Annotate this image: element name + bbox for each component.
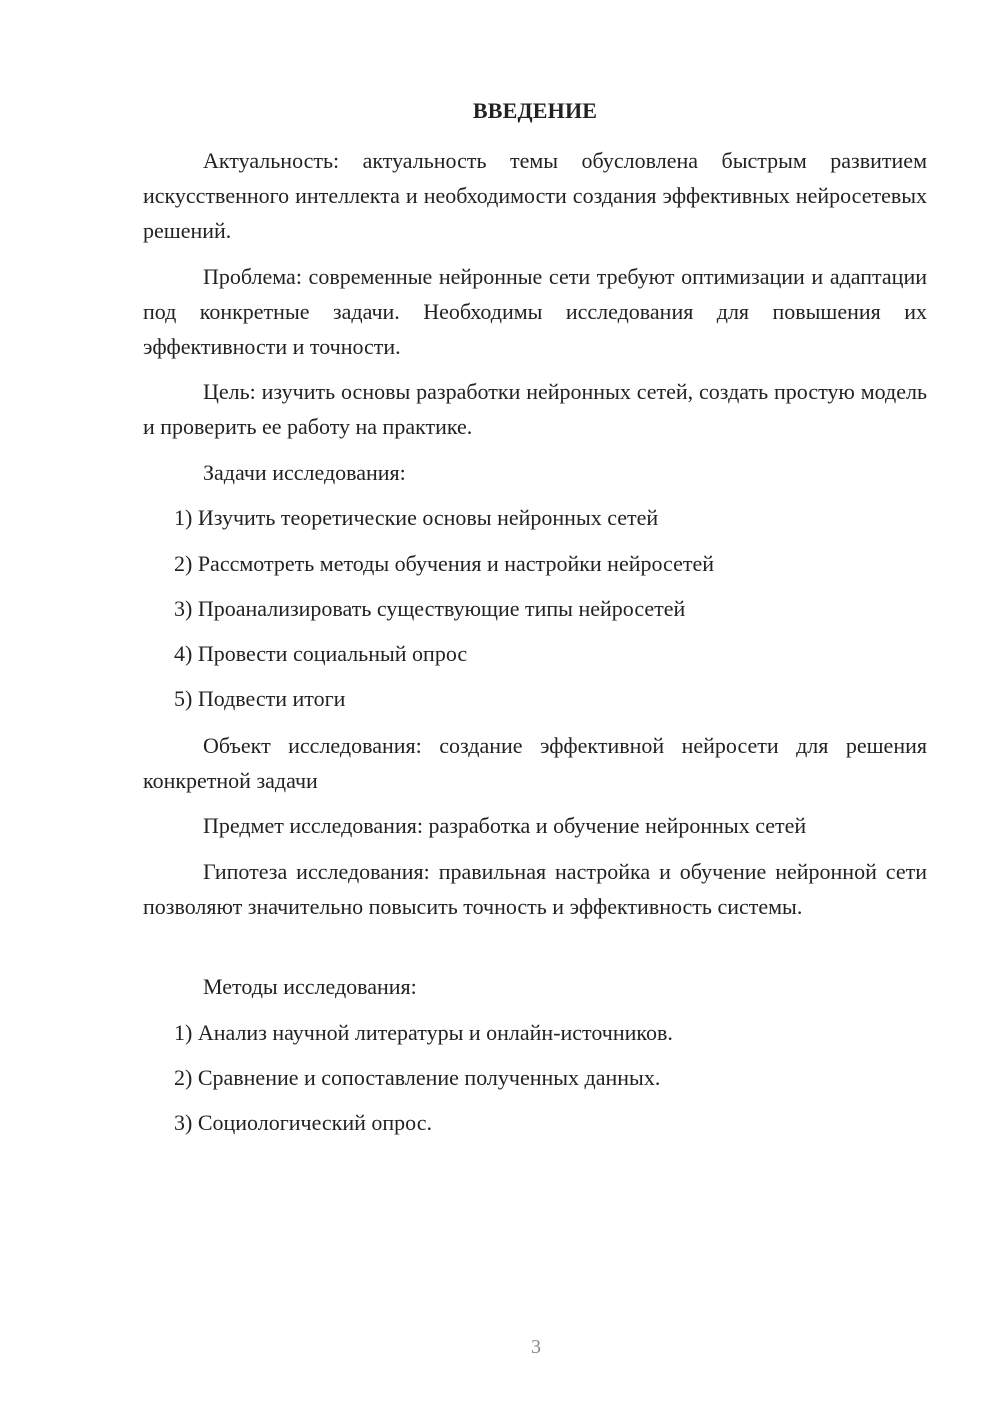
task-item: 1) Изучить теоретические основы нейронных сетей <box>174 505 659 530</box>
method-item: 3) Социологический опрос. <box>174 1110 432 1135</box>
subject-paragraph: Предмет исследования: разработка и обучение нейронных сетей <box>203 813 807 838</box>
task-item: 4) Провести социальный опрос <box>174 641 468 666</box>
problem-paragraph: Проблема: современные нейронные сети требуют оптимизации и адаптации под конкретные задачи. Необходимы исследования для повышения их эффективности и точности. <box>143 264 927 359</box>
task-item: 5) Подвести итоги <box>174 686 346 711</box>
method-item: 1) Анализ научной литературы и онлайн-источников. <box>174 1020 673 1045</box>
method-item: 2) Сравнение и сопоставление полученных данных. <box>174 1065 661 1090</box>
relevance-paragraph: Актуальность: актуальность темы обусловлена быстрым развитием искусственного интеллекта и необходимости создания эффективных нейросетевых решений. <box>143 148 927 243</box>
task-item: 2) Рассмотреть методы обучения и настройки нейросетей <box>174 551 714 576</box>
object-paragraph: Объект исследования: создание эффективной нейросети для решения конкретной задачи <box>143 733 927 793</box>
goal-paragraph: Цель: изучить основы разработки нейронных сетей, создать простую модель и проверить ее работу на практике. <box>143 379 927 439</box>
section-title: ВВЕДЕНИЕ <box>472 98 598 123</box>
methods-heading: Методы исследования: <box>203 974 417 999</box>
task-item: 3) Проанализировать существующие типы нейросетей <box>174 596 686 621</box>
tasks-heading: Задачи исследования: <box>203 460 406 485</box>
hypothesis-paragraph: Гипотеза исследования: правильная настройка и обучение нейронной сети позволяют значительно повысить точность и эффективность системы. <box>143 859 927 919</box>
page-number: 3 <box>531 1336 541 1358</box>
